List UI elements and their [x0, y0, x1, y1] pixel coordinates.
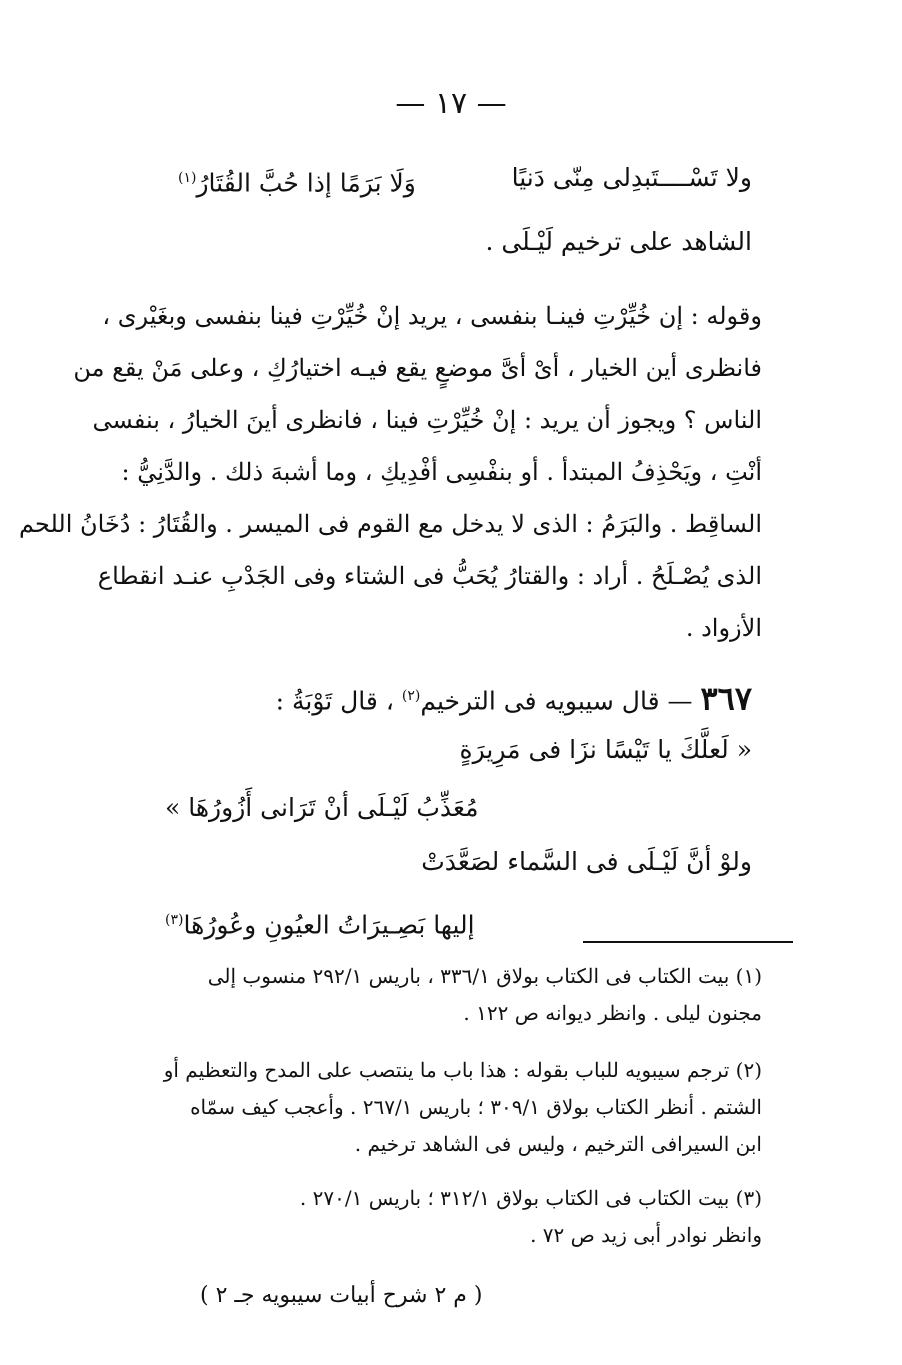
footnote-marker-3: (٣): [165, 912, 184, 928]
commentary-paragraph: [18, 290, 762, 654]
footnote-line: الشتم . أنظر الكتاب بولاق ٣٠٩/١ ؛ باريس ٢٦٧/١ . وأعجب كيف سمّاه: [190, 1095, 762, 1119]
verse1-second-text: وَلَا بَرَمًا إذا حُبَّ القُتَارُ: [196, 168, 416, 198]
verse3-line2: إليها بَصِـيرَاتُ العيُونِ وعُورُهَا: [183, 910, 475, 940]
footnote-1: [122, 958, 762, 1032]
commentary-line: وقوله : إن خُيِّرْتِ فينـا بنفسى ، يريد إنْ خُيِّرْتِ فينا بنفسى وبغَيْرى ،: [102, 302, 762, 330]
footnote-3: [122, 1180, 762, 1254]
footnote-marker-2: (٢): [401, 688, 421, 704]
footnote-marker-1: (١): [178, 170, 197, 186]
commentary-line: فانظرى أين الخيار ، أىْ أىَّ موضعٍ يقع فيـه اختيارُكِ ، وعلى مَنْ يقع من: [73, 354, 762, 382]
verse2-line1: « لَعلَّكَ يا تَيْسًا نزَا فى مَرِيرَةٍ: [459, 735, 752, 764]
verse3-line1: ولوْ أنَّ لَيْـلَى فى السَّماء لصَعَّدَتْ: [421, 847, 752, 876]
footnote-line: (٢) ترجم سيبويه للباب بقوله : هذا باب ما ينتصب على المدح والتعظيم أو: [163, 1058, 762, 1082]
footnote-separator: [583, 941, 793, 943]
signature-reference: ( م ٢ شرح أبيات سيبويه جـ ٢ ): [200, 1283, 483, 1308]
footnote-line: مجنون ليلى . وانظر ديوانه ص ١٢٢ .: [463, 1001, 762, 1025]
commentary-line: الناس ؟ ويجوز أن يريد : إنْ خُيِّرْتِ فينا ، فانظرى أينَ الخيارُ ، بنفسى: [92, 406, 762, 434]
verse1-second-hemistich: [178, 158, 416, 203]
footnote-line: (١) بيت الكتاب فى الكتاب بولاق ٣٣٦/١ ، باريس ٢٩٢/١ منسوب إلى: [207, 964, 762, 988]
commentary-line: الأزواد .: [685, 614, 762, 642]
footnote-2: [122, 1052, 762, 1163]
page-number: — ١٧ —: [395, 86, 507, 121]
entry-number: ٣٦٧: [700, 679, 752, 718]
commentary-line: الذى يُصْـلَحُ . أراد : والقتارُ يُحَبُّ فى الشتاء وفى الجَدْبِ عنـد انقطاع: [97, 562, 762, 590]
entry-text-after: ، قال تَوْبَةُ :: [275, 686, 394, 716]
commentary-line: أنْتِ ، ويَحْذِفُ المبتدأ . أو بنفْسِى أفْدِيكِ ، وما أشبهَ ذلك . والدَّنِيُّ :: [121, 458, 762, 486]
entry-heading: [276, 676, 752, 721]
verse3-line2-wrap: [165, 900, 475, 945]
footnote-line: وانظر نوادر أبى زيد ص ٧٢ .: [530, 1223, 762, 1247]
verse1-first-hemistich: ولا تَسْــــتَبدِلى مِنّى دَنيًا: [511, 163, 752, 192]
verse2-line2: مُعَذِّبُ لَيْـلَى أنْ تَرَانى أَزُورُهَا »: [165, 793, 479, 822]
entry-text: — قال سيبويه فى الترخيم: [420, 686, 693, 716]
footnote-line: ابن السيرافى الترخيم ، وليس فى الشاهد ترخيم .: [354, 1132, 762, 1156]
witness-line: الشاهد على ترخيم لَيْـلَى .: [485, 227, 752, 256]
commentary-line: الساقِط . والبَرَمُ : الذى لا يدخل مع القوم فى الميسر . والقُتَارُ : دُخَانُ اللحم: [18, 510, 762, 538]
footnote-line: (٣) بيت الكتاب فى الكتاب بولاق ٣١٢/١ ؛ باريس ٢٧٠/١ .: [299, 1186, 762, 1210]
